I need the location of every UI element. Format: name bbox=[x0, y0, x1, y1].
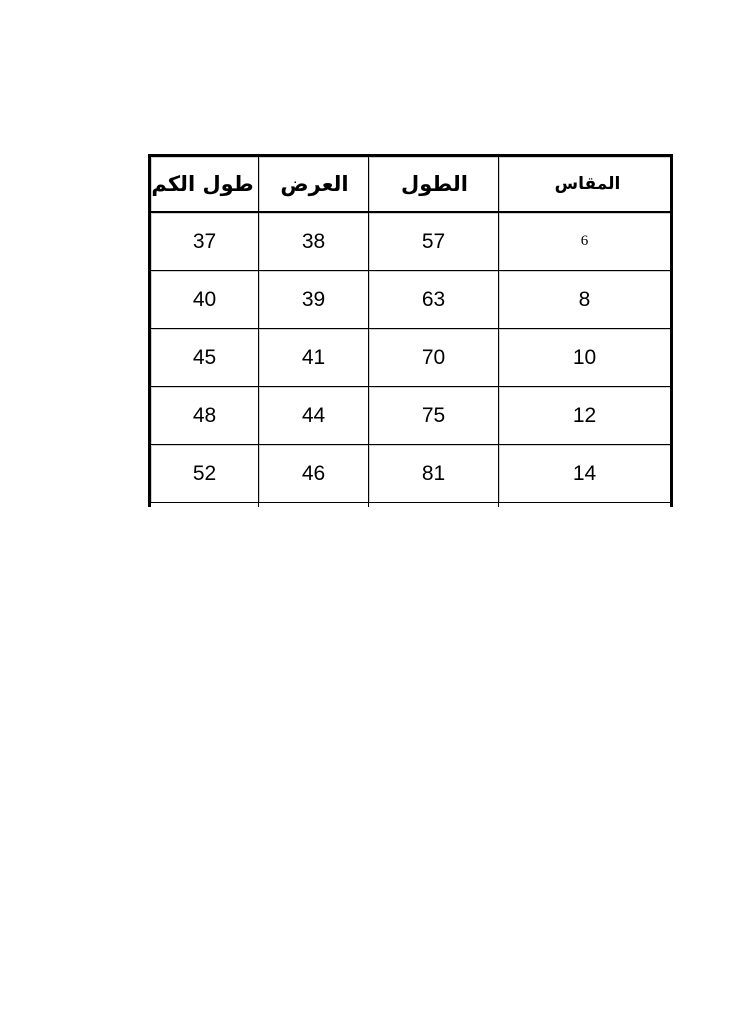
table-cell-stub bbox=[148, 503, 259, 507]
cell-width: 41 bbox=[259, 329, 369, 387]
cell-length: 63 bbox=[369, 271, 499, 329]
cell-length: 70 bbox=[369, 329, 499, 387]
header-sleeve-length: طول الكم bbox=[148, 154, 259, 213]
cell-sleeve-length: 48 bbox=[148, 387, 259, 445]
table-cell-stub bbox=[259, 503, 369, 507]
table-row bbox=[148, 271, 673, 329]
table-row bbox=[148, 213, 673, 271]
cell-sleeve-length: 52 bbox=[148, 445, 259, 503]
cell-length: 81 bbox=[369, 445, 499, 503]
cell-sleeve-length: 37 bbox=[148, 213, 259, 271]
cell-size: 14 bbox=[499, 445, 673, 503]
table-row bbox=[148, 387, 673, 445]
cell-sleeve-length: 40 bbox=[148, 271, 259, 329]
table-row-stub bbox=[148, 503, 673, 507]
cell-width: 39 bbox=[259, 271, 369, 329]
header-length: الطول bbox=[369, 154, 499, 213]
table-cell-stub bbox=[369, 503, 499, 507]
cell-size: 6 bbox=[499, 213, 673, 271]
table-row bbox=[148, 329, 673, 387]
cell-width: 44 bbox=[259, 387, 369, 445]
cell-length: 57 bbox=[369, 213, 499, 271]
cell-width: 46 bbox=[259, 445, 369, 503]
cell-width: 38 bbox=[259, 213, 369, 271]
table-header-row bbox=[148, 154, 673, 213]
table-row bbox=[148, 445, 673, 503]
cell-size: 10 bbox=[499, 329, 673, 387]
cell-length: 75 bbox=[369, 387, 499, 445]
table-cell-stub bbox=[499, 503, 673, 507]
cell-size: 8 bbox=[499, 271, 673, 329]
header-size: المقاس bbox=[499, 154, 673, 213]
cell-size: 12 bbox=[499, 387, 673, 445]
size-chart-table bbox=[148, 154, 673, 507]
cell-sleeve-length: 45 bbox=[148, 329, 259, 387]
header-width: العرض bbox=[259, 154, 369, 213]
